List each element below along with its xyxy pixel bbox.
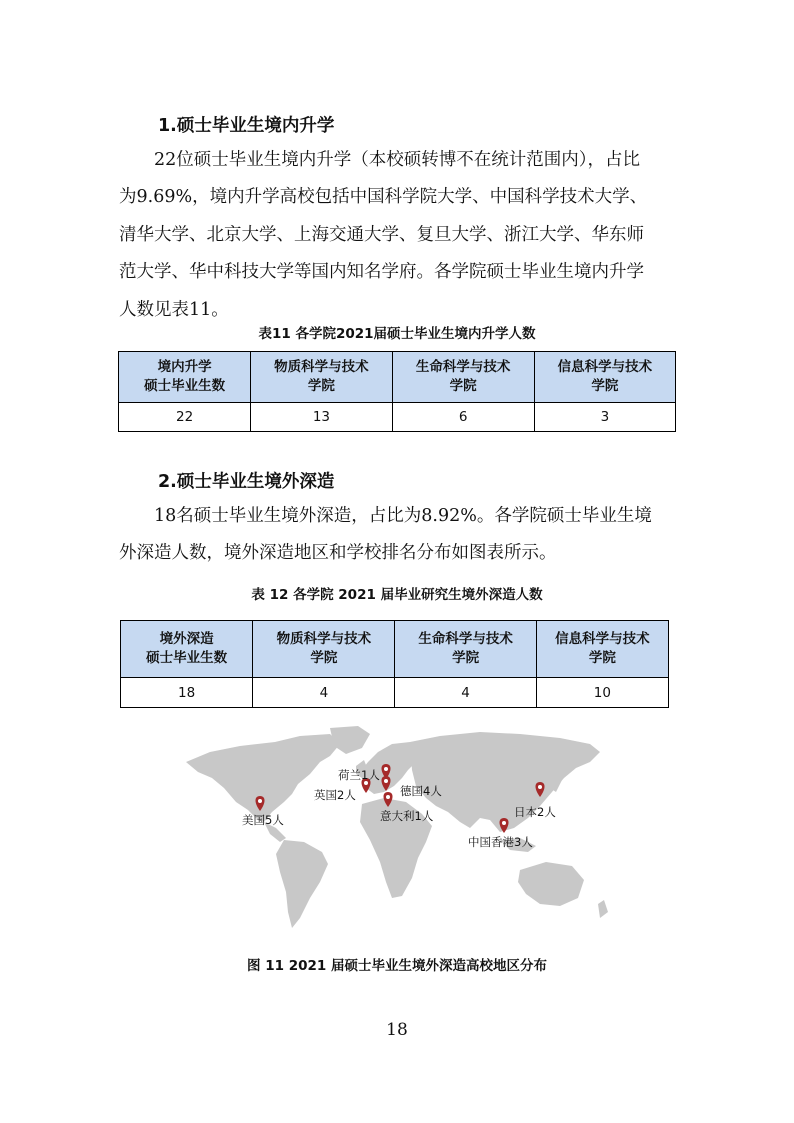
section1-heading: 1.硕士毕业生境内升学 bbox=[158, 116, 335, 136]
table-cell: 18 bbox=[121, 678, 253, 708]
table-header-row bbox=[119, 352, 676, 403]
header-line: 硕士毕业生数 bbox=[144, 378, 226, 394]
table-cell: 6 bbox=[392, 403, 534, 432]
header-line: 学院 bbox=[452, 650, 480, 666]
table11-caption: 表11 各学院2021届硕士毕业生境内升学人数 bbox=[258, 326, 536, 342]
north-america-shape bbox=[186, 734, 340, 822]
header-line: 物质科学与技术 bbox=[276, 631, 372, 647]
paragraph-line: 清华大学、北京大学、上海交通大学、复旦大学、浙江大学、华东师 bbox=[119, 224, 644, 245]
table-cell: 4 bbox=[395, 678, 536, 708]
marker-label-netherlands: 荷兰1人 bbox=[338, 768, 380, 782]
paragraph-line: 为9.69%，境内升学高校包括中国科学院大学、中国科学技术大学、 bbox=[119, 187, 648, 208]
table12-caption: 表 12 各学院 2021 届毕业研究生境外深造人数 bbox=[251, 587, 543, 603]
marker-label-uk: 英国2人 bbox=[314, 788, 356, 802]
table-cell: 10 bbox=[536, 678, 668, 708]
table-header-cell bbox=[534, 352, 675, 403]
table-cell: 4 bbox=[253, 678, 395, 708]
greenland-shape bbox=[330, 726, 370, 754]
header-line: 学院 bbox=[588, 650, 616, 666]
south-america-shape bbox=[276, 840, 328, 928]
asia-shape bbox=[410, 732, 600, 832]
header-line: 信息科学与技术 bbox=[557, 359, 653, 375]
paragraph-line: 范大学、华中科技大学等国内知名学府。各学院硕士毕业生境内升学 bbox=[119, 262, 644, 283]
table-header-cell bbox=[392, 352, 534, 403]
section1-paragraph bbox=[119, 142, 679, 329]
header-line: 学院 bbox=[591, 378, 619, 394]
header-line: 物质科学与技术 bbox=[274, 359, 369, 375]
marker-label-usa: 美国5人 bbox=[242, 813, 284, 827]
table-header-cell bbox=[395, 621, 536, 678]
paragraph-line: 18名硕士毕业生境外深造，占比为8.92%。各学院硕士毕业生境 bbox=[119, 506, 652, 526]
table11 bbox=[118, 351, 676, 432]
header-line: 学院 bbox=[449, 378, 477, 394]
table-row bbox=[119, 403, 676, 432]
table-cell: 13 bbox=[251, 403, 392, 432]
header-line: 生命科学与技术 bbox=[415, 359, 511, 375]
table-header-row bbox=[121, 621, 669, 678]
section2-paragraph bbox=[119, 498, 679, 573]
paragraph-line: 外深造人数，境外深造地区和学校排名分布如图表所示。 bbox=[119, 543, 557, 564]
header-line: 学院 bbox=[310, 650, 338, 666]
page-number: 18 bbox=[386, 1020, 408, 1040]
marker-label-germany: 德国4人 bbox=[400, 784, 442, 798]
section2-heading: 2.硕士毕业生境外深造 bbox=[158, 472, 335, 492]
header-line: 硕士毕业生数 bbox=[146, 650, 228, 666]
paragraph-line: 人数见表11。 bbox=[119, 299, 229, 320]
table-header-cell bbox=[536, 621, 668, 678]
figure11-caption: 图 11 2021 届硕士毕业生境外深造高校地区分布 bbox=[247, 958, 547, 974]
table-row bbox=[121, 678, 669, 708]
marker-label-italy: 意大利1人 bbox=[380, 809, 434, 823]
marker-label-hongkong: 中国香港3人 bbox=[468, 835, 533, 849]
header-line: 信息科学与技术 bbox=[555, 631, 650, 647]
header-line: 学院 bbox=[307, 378, 335, 394]
new-zealand-shape bbox=[598, 900, 608, 918]
table-cell: 22 bbox=[119, 403, 251, 432]
table-header-cell bbox=[251, 352, 392, 403]
australia-shape bbox=[518, 862, 584, 906]
world-map bbox=[180, 722, 620, 937]
header-line: 境外深造 bbox=[159, 631, 214, 647]
header-line: 生命科学与技术 bbox=[418, 631, 513, 647]
table-header-cell bbox=[253, 621, 395, 678]
marker-label-japan: 日本2人 bbox=[514, 805, 556, 819]
table-cell: 3 bbox=[534, 403, 675, 432]
table-header-cell bbox=[119, 352, 251, 403]
table12 bbox=[120, 620, 669, 708]
land-masses bbox=[186, 726, 608, 928]
paragraph-line: 22位硕士毕业生境内升学（本校硕转博不在统计范围内），占比 bbox=[119, 150, 641, 170]
table-header-cell bbox=[121, 621, 253, 678]
header-line: 境内升学 bbox=[157, 359, 212, 375]
